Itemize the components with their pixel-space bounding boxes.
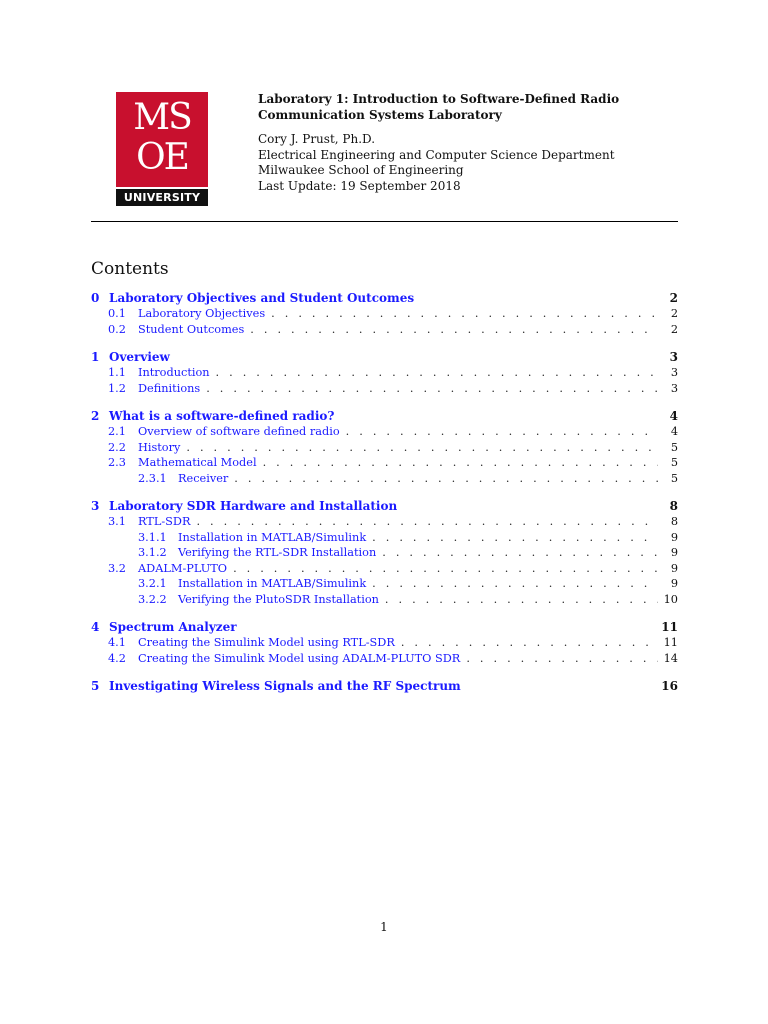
toc-entry-number[interactable]: 2.1 <box>108 425 126 438</box>
toc-entry-page: 9 <box>670 577 678 590</box>
toc-dot-leader <box>372 530 658 546</box>
msoe-logo <box>116 92 208 207</box>
toc-entry-number[interactable]: 0 <box>91 291 100 305</box>
toc-entry-number[interactable]: 3.1.2 <box>138 546 167 559</box>
toc-section-entry[interactable] <box>91 290 678 306</box>
toc-entry-number[interactable]: 0.2 <box>108 322 126 336</box>
toc-entry-page: 2 <box>670 307 678 320</box>
toc-entry-page: 5 <box>670 440 678 454</box>
toc-entry-page: 11 <box>661 620 678 634</box>
author: Cory J. Prust, Ph.D. <box>258 132 376 146</box>
toc-entry-number[interactable]: 3.2.2 <box>138 592 167 606</box>
toc-entry-link[interactable]: Verifying the PlutoSDR Installation <box>178 592 379 606</box>
title-line-2: Communication Systems Laboratory <box>258 107 502 122</box>
toc-entry-link[interactable]: Definitions <box>138 381 201 395</box>
toc-dot-leader <box>196 514 658 530</box>
toc-section-entry[interactable] <box>91 349 678 365</box>
toc-entry-number[interactable]: 4.1 <box>108 636 126 649</box>
toc-entry-page: 5 <box>670 471 678 485</box>
toc-dot-leader <box>233 561 658 577</box>
toc-dot-leader <box>382 545 658 561</box>
toc-entry-page: 5 <box>670 456 678 469</box>
toc-entry-page: 10 <box>663 592 678 606</box>
toc-entry-page: 14 <box>663 651 678 665</box>
toc-entry-number[interactable]: 5 <box>91 679 100 693</box>
toc-entry-link[interactable]: Overview <box>109 350 170 364</box>
toc-subsection-entry[interactable] <box>91 424 678 440</box>
toc-entry-page: 3 <box>670 366 678 379</box>
toc-entry-link[interactable]: Receiver <box>178 471 229 485</box>
toc-entry-link[interactable]: Installation in MATLAB/Simulink <box>178 577 367 590</box>
toc-entry-link[interactable]: Verifying the RTL-SDR Installation <box>178 546 377 559</box>
toc-subsection-entry[interactable] <box>91 306 678 322</box>
toc-entry-link[interactable]: What is a software-defined radio? <box>109 409 335 423</box>
toc-entry-page: 9 <box>670 561 678 575</box>
toc-entry-page: 2 <box>669 291 678 305</box>
toc-entry-page: 9 <box>670 530 678 544</box>
toc-entry-number[interactable]: 4.2 <box>108 651 126 665</box>
toc-entry-number[interactable]: 2.3 <box>108 456 126 469</box>
toc-subsection-entry[interactable] <box>91 440 678 456</box>
toc-dot-leader <box>216 365 658 381</box>
header-rule <box>91 221 678 222</box>
toc-section-entry[interactable] <box>91 619 678 635</box>
toc-subsection-entry[interactable] <box>91 471 678 487</box>
toc-entry-number[interactable]: 3.2.1 <box>138 577 167 590</box>
toc-subsection-entry[interactable] <box>91 545 678 561</box>
toc-subsection-entry[interactable] <box>91 514 678 530</box>
page-number: 1 <box>380 920 388 934</box>
toc-subsection-entry[interactable] <box>91 381 678 397</box>
toc-dot-leader <box>263 455 658 471</box>
logo-word-bottom: OE <box>136 137 188 178</box>
toc-entry-link[interactable]: Installation in MATLAB/Simulink <box>178 530 367 544</box>
toc-dot-leader <box>234 471 658 487</box>
school: Milwaukee School of Engineering <box>258 163 464 177</box>
toc-entry-number[interactable]: 2.3.1 <box>138 471 167 485</box>
toc-entry-number[interactable]: 4 <box>91 620 100 634</box>
last-update: Last Update: 19 September 2018 <box>258 178 461 193</box>
toc-entry-number[interactable]: 3.1 <box>108 515 126 528</box>
toc-dot-leader <box>271 306 658 322</box>
department: Electrical Engineering and Computer Science Department <box>258 147 615 162</box>
table-of-contents <box>91 290 678 694</box>
toc-entry-link[interactable]: ADALM-PLUTO <box>138 561 228 575</box>
toc-subsection-entry[interactable] <box>91 530 678 546</box>
toc-entry-link[interactable]: RTL-SDR <box>138 515 191 528</box>
toc-entry-page: 4 <box>670 425 678 438</box>
toc-entry-number[interactable]: 1 <box>91 350 100 364</box>
toc-entry-link[interactable]: Laboratory Objectives and Student Outcomes <box>109 291 415 305</box>
toc-entry-page: 11 <box>663 636 678 649</box>
toc-entry-link[interactable]: Creating the Simulink Model using ADALM-PLUTO SDR <box>138 651 461 665</box>
toc-dot-leader <box>206 381 658 397</box>
title-line-1: Laboratory 1: Introduction to Software-Defined Radio <box>258 92 620 106</box>
toc-dot-leader <box>346 424 658 440</box>
toc-entry-page: 9 <box>670 546 678 559</box>
toc-entry-link[interactable]: Creating the Simulink Model using RTL-SDR <box>138 636 395 649</box>
toc-entry-link[interactable]: History <box>138 440 181 454</box>
toc-entry-link[interactable]: Overview of software defined radio <box>138 425 340 438</box>
toc-entry-link[interactable]: Spectrum Analyzer <box>109 620 237 634</box>
toc-entry-page: 3 <box>669 350 678 364</box>
toc-entry-number[interactable]: 0.1 <box>108 307 126 320</box>
toc-subsection-entry[interactable] <box>91 365 678 381</box>
toc-subsection-entry[interactable] <box>91 635 678 651</box>
toc-entry-page: 8 <box>669 499 678 513</box>
toc-entry-link[interactable]: Laboratory SDR Hardware and Installation <box>109 499 398 513</box>
toc-subsection-entry[interactable] <box>91 455 678 471</box>
toc-dot-leader <box>385 592 658 608</box>
contents-heading: Contents <box>91 259 169 279</box>
toc-subsection-entry[interactable] <box>91 561 678 577</box>
toc-subsection-entry[interactable] <box>91 651 678 667</box>
logo-word-top: MS <box>133 97 191 138</box>
toc-dot-leader <box>401 635 658 651</box>
toc-entry-link[interactable]: Mathematical Model <box>138 456 257 469</box>
toc-entry-link[interactable]: Laboratory Objectives <box>138 307 266 320</box>
document-header <box>258 92 619 194</box>
toc-entry-page: 8 <box>670 515 678 528</box>
toc-section-entry[interactable] <box>91 498 678 514</box>
toc-entry-page: 3 <box>670 381 678 395</box>
toc-entry-number[interactable]: 3.1.1 <box>138 530 167 544</box>
toc-entry-number[interactable]: 3 <box>91 499 100 513</box>
toc-dot-leader <box>186 440 658 456</box>
toc-subsection-entry[interactable] <box>91 322 678 338</box>
toc-entry-number[interactable]: 2 <box>91 409 100 423</box>
toc-dot-leader <box>372 576 658 592</box>
toc-entry-link[interactable]: Investigating Wireless Signals and the RF Spectrum <box>109 679 461 693</box>
toc-entry-number[interactable]: 2.2 <box>108 440 126 454</box>
toc-entry-link[interactable]: Introduction <box>138 366 210 379</box>
toc-section-entry[interactable] <box>91 678 678 694</box>
toc-entry-page: 16 <box>661 679 678 693</box>
toc-entry-number[interactable]: 3.2 <box>108 561 126 575</box>
toc-entry-link[interactable]: Student Outcomes <box>138 322 245 336</box>
toc-entry-page: 4 <box>669 409 678 423</box>
toc-section-entry[interactable] <box>91 408 678 424</box>
logo-university-badge: UNIVERSITY <box>116 189 208 206</box>
toc-subsection-entry[interactable] <box>91 592 678 608</box>
toc-entry-number[interactable]: 1.2 <box>108 381 126 395</box>
toc-dot-leader <box>466 651 657 667</box>
toc-entry-page: 2 <box>670 322 678 336</box>
toc-entry-number[interactable]: 1.1 <box>108 366 126 379</box>
toc-dot-leader <box>250 322 658 338</box>
toc-subsection-entry[interactable] <box>91 576 678 592</box>
